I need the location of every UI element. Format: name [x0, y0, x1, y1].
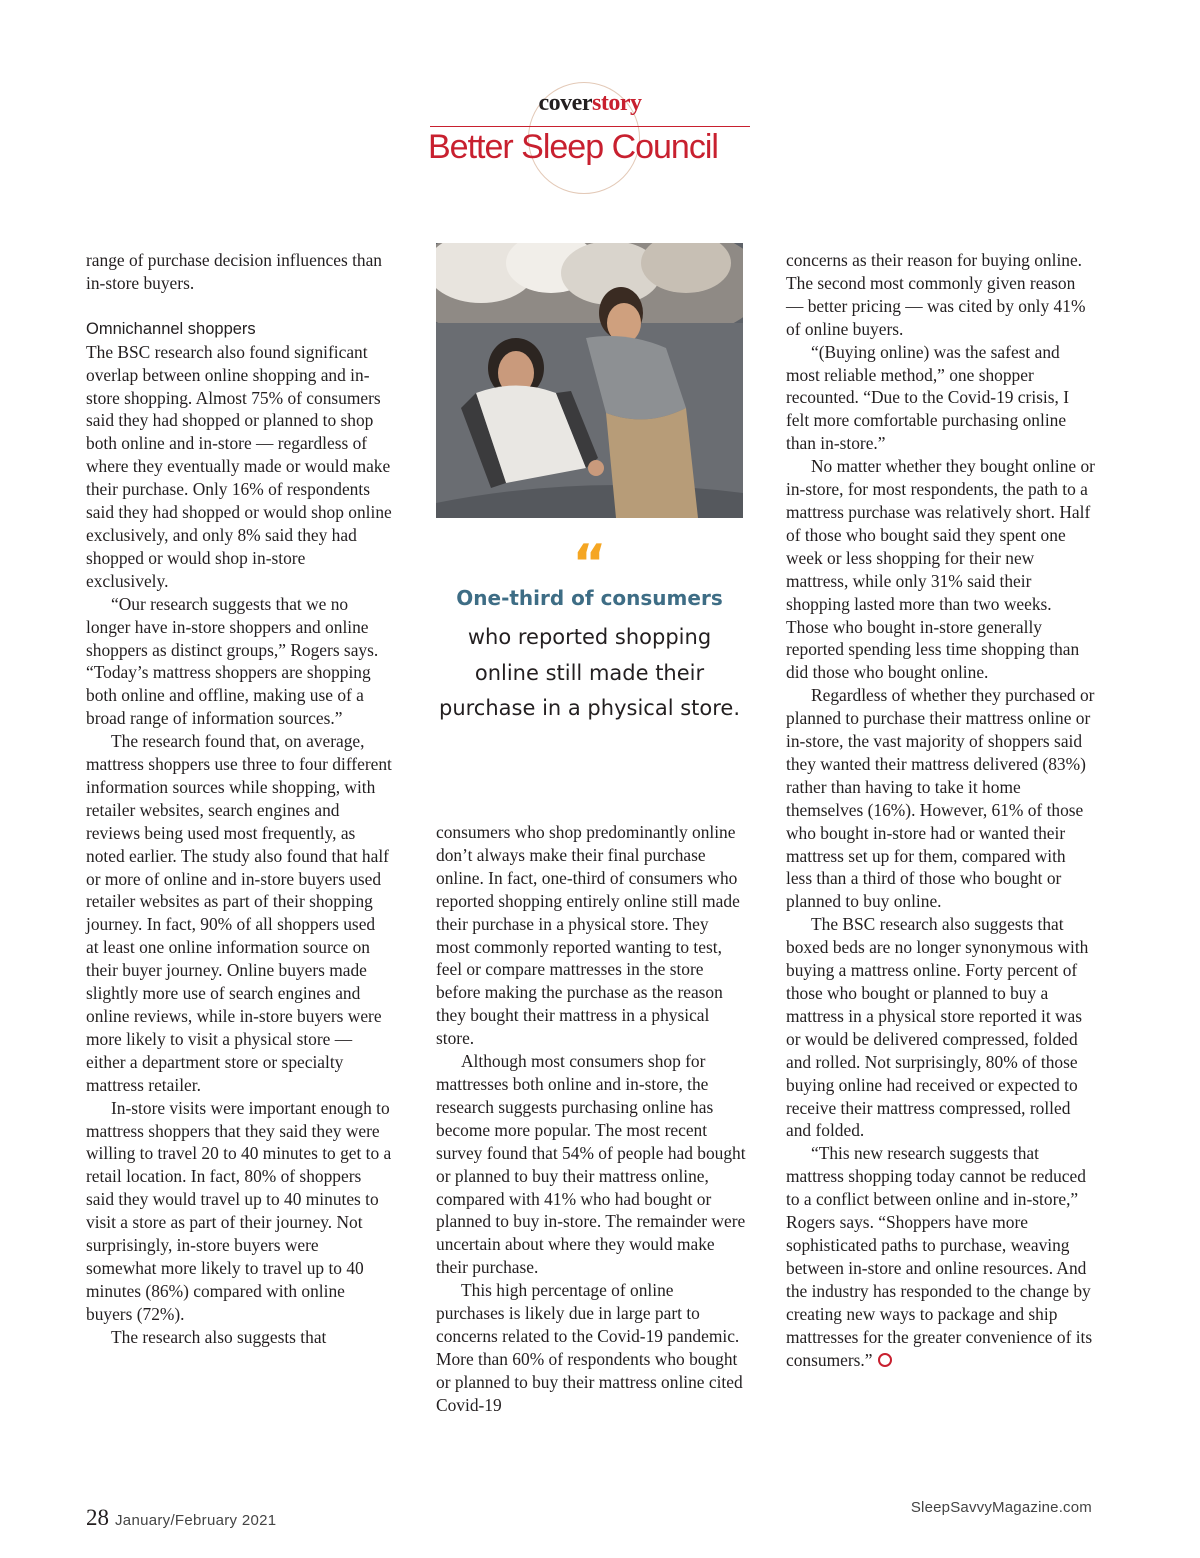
paragraph: The research also suggests that [111, 1326, 327, 1347]
photo-illustration [436, 243, 743, 518]
section-label [430, 90, 750, 117]
couple-lying-on-bed-photo [436, 243, 743, 518]
paragraph: concerns as their reason for buying online. The second most commonly given reason — better pricing — was cited by only 41% of online buyers. [786, 250, 1086, 339]
paragraph: In-store visits were important enough to mattress shoppers that they said they were willing to travel 20 to 40 minutes to get to a retail location. In fact, 80% of shoppers said they would travel up to 40 minutes to visit a store as part of their journey. Not surprisingly, in-store buyers were somewhat more likely to travel up to 40 minutes (86%) compared with online buyers (72%). [86, 1097, 392, 1324]
end-of-story-icon [878, 1353, 892, 1367]
paragraph: “(Buying online) was the safest and most reliable method,” one shopper recounted. “Due to the Covid-19 crisis, I felt more comfortable purchasing online than in-store.” [786, 341, 1070, 454]
section-label-story: story [591, 90, 642, 116]
paragraph: range of purchase decision influences than in-store buyers. [86, 250, 383, 293]
paragraph: “Our research suggests that we no longer have in-store shoppers and online shoppers as distinct groups,” Rogers says. “Today’s mattress shoppers are shopping both online and offline, making use of a broad range of information sources.” [86, 593, 379, 729]
article-column-3 [786, 249, 1096, 1371]
paragraph: Regardless of whether they purchased or planned to purchase their mattress online or in-store, the vast majority of shoppers said they wanted their mattress delivered (83%) rather than having to take it home themselves (16%). However, 61% of those who bought in-store had or wanted their mattress set up for them, compared with less than a third of those who bought or planned to buy online. [786, 685, 1095, 912]
paragraph: No matter whether they bought online or in-store, for most respondents, the path to a mattress purchase was relatively short. Half of those who bought said they spent one week or less shopping for their new mattress, while only 31% said their shopping lasted more than two weeks. Those who bought in-store generally reported spending less time shopping than did those who bought online. [786, 456, 1095, 683]
paragraph: The BSC research also suggests that boxed beds are no longer synonymous with buying a mattress online. Forty percent of those who bought or planned to buy a mattress in a physical store reported it was or would be delivered compressed, folded and rolled. Not surprisingly, 80% of those buying online had received or expected to receive their mattress compressed, rolled and folded. [786, 914, 1089, 1141]
issue-date: January/February 2021 [115, 1512, 277, 1529]
council-title: Better Sleep Council [428, 128, 718, 166]
website-link[interactable]: SleepSavvyMagazine.com [910, 1499, 1092, 1516]
article-column-2 [436, 821, 746, 1417]
cover-story-header [0, 0, 1200, 230]
paragraph: consumers who shop predominantly online don’t always make their final purchase online. In fact, one-third of consumers who reported shopping entirely online still made their purchase in a physical store. They most commonly reported wanting to test, feel or compare mattresses in the store before making the purchase as the reason they bought their mattress in a physical store. [436, 822, 740, 1049]
footer-folio [86, 1505, 276, 1531]
paragraph: The BSC research also found significant overlap between online shopping and in-store shopping. Almost 75% of consumers said they had shopped or planned to shop both online and in-store — regardless of where they eventually made or would make their purchase. Only 16% of respondents said they had shopped or would shop online exclusively, and only 8% said they had shopped or would shop in-store exclusively. [86, 341, 392, 591]
quote-mark-icon: “ [572, 534, 607, 594]
paragraph-final-text: “This new research suggests that mattress shopping today cannot be reduced to a conflict between online and in-store,” Rogers says. “Shoppers have more sophisticated paths to purchase, weaving between in-store and online resources. And the industry has responded to the change by creating new ways to package and ship mattresses for the greater convenience of its consumers.” [786, 1143, 1093, 1370]
section-label-cover: cover [538, 90, 592, 116]
pullquote-lead: One-third of consumers [456, 586, 723, 610]
page-number: 28 [86, 1505, 109, 1530]
paragraph: Although most consumers shop for mattresses both online and in-store, the research suggests purchasing online has become more popular. The most recent survey found that 54% of people had bought or planned to buy their mattress online, compared with 41% who had bought or planned to buy in-store. The remainder were uncertain about where they would make their purchase. [436, 1051, 746, 1278]
paragraph: This high percentage of online purchases is likely due in large part to concerns related to the Covid-19 pandemic. More than 60% of respondents who bought or planned to buy their mattress online cited Covid-19 [436, 1280, 743, 1415]
subheading: Omnichannel shoppers [86, 319, 256, 338]
article-column-1 [86, 249, 392, 1349]
paragraph-final [786, 1142, 1096, 1371]
header-rule [430, 126, 750, 127]
pullquote-body: who reported shopping online still made their purchase in a physical store. [439, 625, 740, 720]
paragraph: The research found that, on average, mattress shoppers use three to four different information sources while shopping, with retailer websites, search engines and reviews being used most frequently, as noted earlier. The study also found that half or more of online and in-store buyers used retailer websites as part of their shopping journey. In fact, 90% of all shoppers used at least one online information source on their buyer journey. Online buyers made slightly more use of search engines and online reviews, while in-store buyers were more likely to visit a physical store — either a department store or specialty mattress retailer. [86, 731, 392, 1095]
